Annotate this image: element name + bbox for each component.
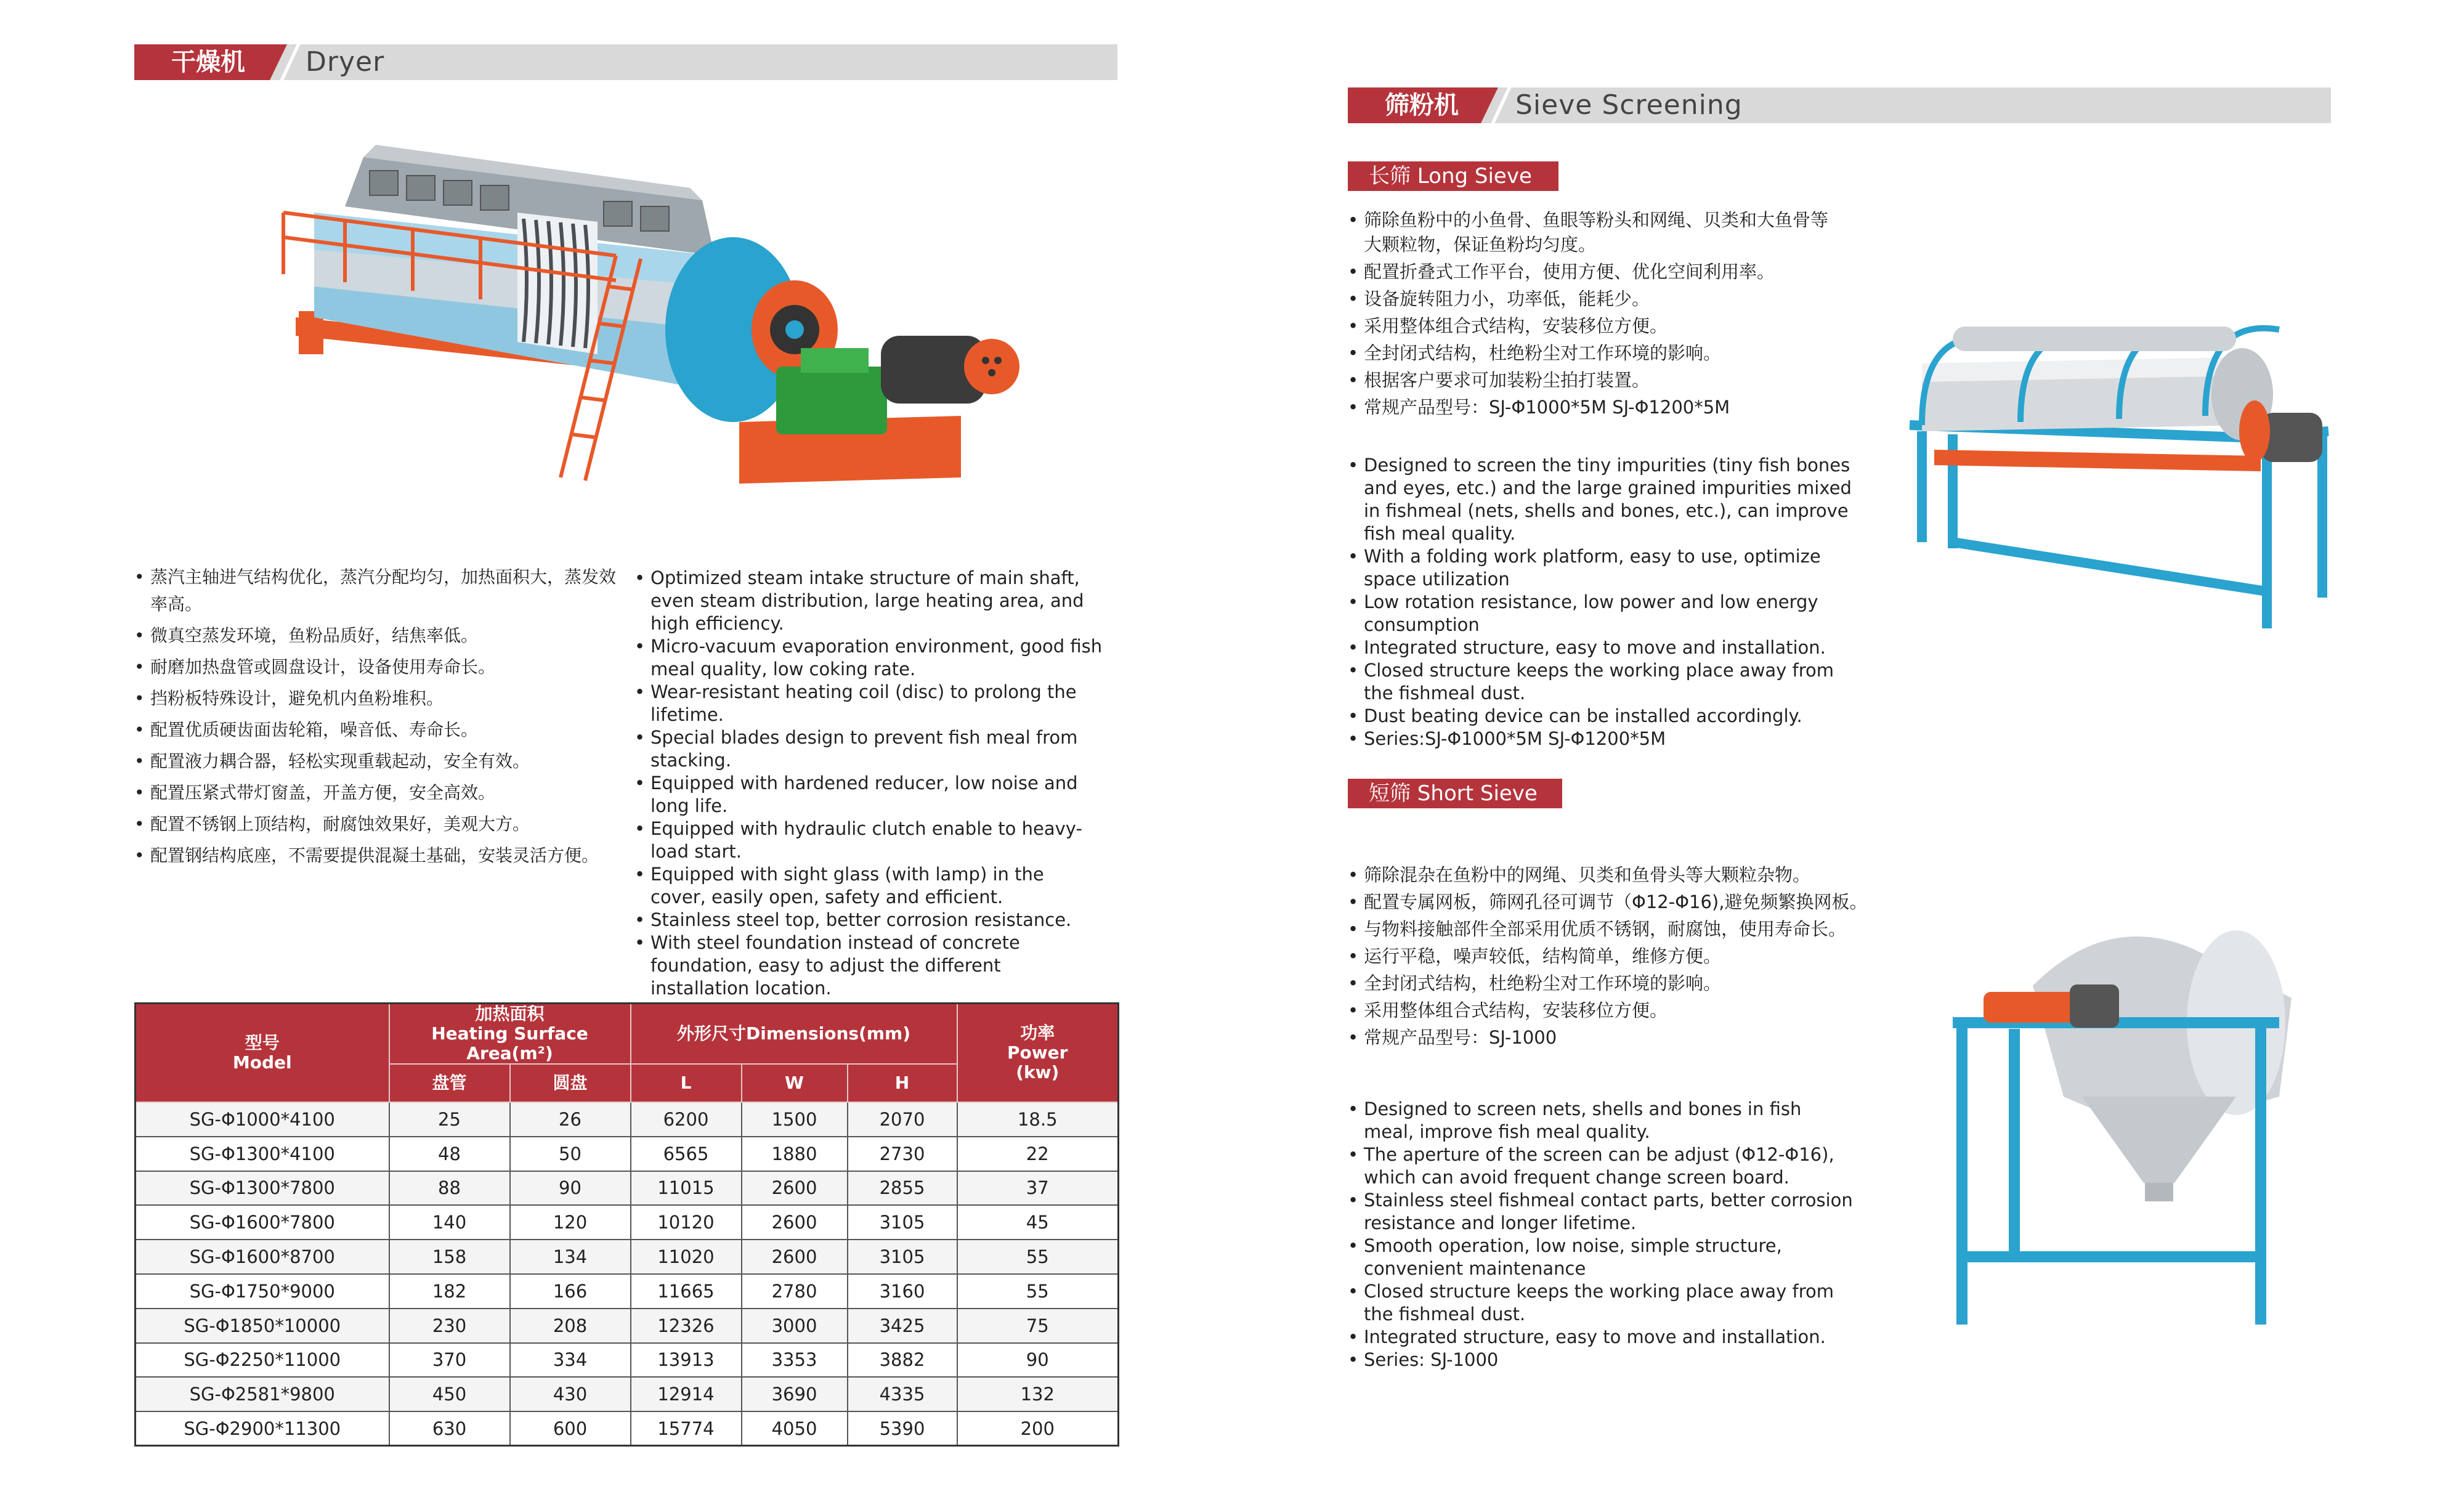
table-cell: 6200: [631, 1102, 742, 1137]
table-cell: 45: [957, 1205, 1119, 1240]
short-sieve-feature-en: • Integrated structure, easy to move and installation.: [1348, 1326, 1853, 1349]
table-cell: 600: [510, 1411, 631, 1446]
short-sieve-feature-en: • Series: SJ-1000: [1348, 1349, 1853, 1371]
dryer-title-cn: 干燥机: [134, 44, 270, 80]
long-sieve-feature-cn: • 根据客户要求可加装粉尘拍打装置。: [1348, 368, 1841, 392]
dimensions-header: 外形尺寸Dimensions(mm): [631, 1004, 957, 1065]
table-cell: 166: [510, 1274, 631, 1309]
dryer-feature-cn: • 配置压紧式带灯窗盖，开盖方便，安全高效。: [134, 779, 618, 806]
length-header: L: [631, 1064, 742, 1102]
dryer-title-en: Dryer: [306, 46, 385, 78]
dryer-feature-en: • With steel foundation instead of concrete foundation, easy to adjust the different installation location.: [634, 932, 1103, 1000]
table-cell: 3105: [848, 1205, 957, 1240]
long-sieve-feature-en: • With a folding work platform, easy to use, optimize space utilization: [1348, 545, 1853, 591]
table-cell: 2730: [848, 1137, 957, 1171]
dryer-feature-cn: • 配置液力耦合器，轻松实现重载起动，安全有效。: [134, 748, 618, 775]
table-cell: 6565: [631, 1137, 742, 1171]
long-sieve-feature-en: • Dust beating device can be installed accordingly.: [1348, 705, 1853, 728]
table-cell: 90: [957, 1343, 1119, 1378]
short-sieve-feature-cn: • 运行平稳，噪声较低，结构简单，维修方便。: [1348, 944, 1902, 968]
table-cell: 75: [957, 1309, 1119, 1343]
short-sieve-feature-cn: • 配置专属网板，筛网孔径可调节（Φ12-Φ16),避免频繁换网板。: [1348, 890, 1902, 914]
table-row: [136, 1377, 1119, 1411]
table-cell: 3353: [742, 1343, 848, 1378]
table-row: [136, 1240, 1119, 1274]
sieve-title-cn: 筛粉机: [1348, 87, 1481, 123]
table-cell: 25: [389, 1102, 510, 1137]
table-cell: 4335: [848, 1377, 957, 1411]
dryer-spec-table: [134, 1002, 1119, 1447]
coil-header: 盘管: [389, 1064, 510, 1102]
short-sieve-image: [1947, 912, 2292, 1331]
table-cell: 12326: [631, 1309, 742, 1343]
dryer-feature-en: • Stainless steel top, better corrosion resistance.: [634, 909, 1103, 932]
table-cell: 50: [510, 1137, 631, 1171]
short-sieve-features-cn: [1348, 863, 1902, 1052]
dryer-feature-en: • Micro-vacuum evaporation environment, good fish meal quality, low coking rate.: [634, 635, 1103, 681]
table-cell: SG-Φ1300*4100: [136, 1137, 389, 1171]
sieve-title-en: Sieve Screening: [1515, 89, 1743, 121]
table-cell: 55: [957, 1274, 1119, 1309]
table-cell: 430: [510, 1377, 631, 1411]
table-cell: 2855: [848, 1171, 957, 1206]
table-cell: 11665: [631, 1274, 742, 1309]
table-cell: 2070: [848, 1102, 957, 1137]
long-sieve-image: [1897, 302, 2341, 635]
power-header-unit: (kw): [1016, 1062, 1060, 1082]
long-sieve-feature-cn: • 全封闭式结构，杜绝粉尘对工作环境的影响。: [1348, 341, 1841, 365]
table-cell: 11020: [631, 1240, 742, 1274]
height-header: H: [848, 1064, 957, 1102]
dryer-feature-cn: • 耐磨加热盘管或圆盘设计，设备使用寿命长。: [134, 654, 618, 681]
long-sieve-feature-cn: • 常规产品型号：SJ-Φ1000*5M SJ-Φ1200*5M: [1348, 395, 1841, 420]
table-cell: 140: [389, 1205, 510, 1240]
long-sieve-features-cn: [1348, 208, 1841, 422]
table-cell: 200: [957, 1411, 1119, 1446]
table-row: [136, 1171, 1119, 1206]
table-row: [136, 1137, 1119, 1171]
table-cell: SG-Φ1000*4100: [136, 1102, 389, 1137]
table-cell: 1880: [742, 1137, 848, 1171]
table-row: [136, 1411, 1119, 1446]
dryer-machine-image: [271, 132, 1023, 514]
table-cell: SG-Φ2900*11300: [136, 1411, 389, 1446]
table-cell: 88: [389, 1171, 510, 1206]
disc-header: 圆盘: [510, 1064, 631, 1102]
dryer-feature-en: • Wear-resistant heating coil (disc) to prolong the lifetime.: [634, 681, 1103, 726]
dryer-feature-cn: • 挡粉板特殊设计，避免机内鱼粉堆积。: [134, 685, 618, 712]
table-cell: 230: [389, 1309, 510, 1343]
dryer-feature-en: • Equipped with hydraulic clutch enable to heavy-load start.: [634, 818, 1103, 863]
table-row: [136, 1102, 1119, 1137]
model-header: [136, 1004, 389, 1103]
table-cell: 1500: [742, 1102, 848, 1137]
table-cell: SG-Φ1600*7800: [136, 1205, 389, 1240]
table-cell: 13913: [631, 1343, 742, 1378]
short-sieve-features-en: [1348, 1098, 1853, 1371]
power-header-cn: 功率: [1020, 1023, 1055, 1043]
table-cell: 450: [389, 1377, 510, 1411]
table-row: [136, 1274, 1119, 1309]
table-cell: SG-Φ2250*11000: [136, 1343, 389, 1378]
area-header-cn: 加热面积: [475, 1004, 545, 1024]
table-cell: 334: [510, 1343, 631, 1378]
short-sieve-header: 短筛 Short Sieve: [1348, 779, 1562, 808]
table-cell: 55: [957, 1240, 1119, 1274]
table-cell: SG-Φ2581*9800: [136, 1377, 389, 1411]
power-header-en: Power: [1007, 1042, 1068, 1063]
long-sieve-feature-cn: • 采用整体组合式结构，安装移位方便。: [1348, 314, 1841, 338]
dryer-features-en: [634, 567, 1103, 1000]
long-sieve-feature-en: • Integrated structure, easy to move and installation.: [1348, 636, 1853, 659]
table-cell: SG-Φ1600*8700: [136, 1240, 389, 1274]
table-cell: 48: [389, 1137, 510, 1171]
short-sieve-feature-cn: • 采用整体组合式结构，安装移位方便。: [1348, 998, 1902, 1023]
table-cell: 22: [957, 1137, 1119, 1171]
table-cell: 3882: [848, 1343, 957, 1378]
table-cell: 90: [510, 1171, 631, 1206]
table-cell: 370: [389, 1343, 510, 1378]
model-header-en: Model: [232, 1052, 292, 1073]
table-row: [136, 1343, 1119, 1378]
long-sieve-feature-en: • Series:SJ-Φ1000*5M SJ-Φ1200*5M: [1348, 728, 1853, 750]
table-cell: 2600: [742, 1240, 848, 1274]
table-cell: 18.5: [957, 1102, 1119, 1137]
table-cell: SG-Φ1300*7800: [136, 1171, 389, 1206]
table-cell: 11015: [631, 1171, 742, 1206]
dryer-feature-en: • Equipped with hardened reducer, low noise and long life.: [634, 772, 1103, 818]
table-cell: 26: [510, 1102, 631, 1137]
table-cell: 120: [510, 1205, 631, 1240]
short-sieve-feature-en: • The aperture of the screen can be adjust (Φ12-Φ16), which can avoid frequent change screen board.: [1348, 1143, 1853, 1189]
table-cell: SG-Φ1750*9000: [136, 1274, 389, 1309]
long-sieve-header: 长筛 Long Sieve: [1348, 161, 1558, 191]
table-cell: 132: [957, 1377, 1119, 1411]
table-cell: 10120: [631, 1205, 742, 1240]
table-cell: 2780: [742, 1274, 848, 1309]
table-cell: 630: [389, 1411, 510, 1446]
dryer-feature-en: • Optimized steam intake structure of main shaft, even steam distribution, large heating area, and high efficiency.: [634, 567, 1103, 635]
table-row: [136, 1205, 1119, 1240]
table-cell: 208: [510, 1309, 631, 1343]
table-cell: 2600: [742, 1171, 848, 1206]
long-sieve-feature-cn: • 筛除鱼粉中的小鱼骨、鱼眼等粉头和网绳、贝类和大鱼骨等大颗粒物，保证鱼粉均匀度。: [1348, 208, 1841, 257]
short-sieve-feature-en: • Smooth operation, low noise, simple structure, convenient maintenance: [1348, 1235, 1853, 1280]
sieve-section-header: [1348, 87, 2331, 123]
table-cell: 3160: [848, 1274, 957, 1309]
short-sieve-feature-en: • Designed to screen nets, shells and bones in fish meal, improve fish meal quality.: [1348, 1098, 1853, 1143]
short-sieve-feature-cn: • 筛除混杂在鱼粉中的网绳、贝类和鱼骨头等大颗粒杂物。: [1348, 863, 1902, 887]
width-header: W: [742, 1064, 848, 1102]
dryer-feature-en: • Special blades design to prevent fish meal from stacking.: [634, 726, 1103, 772]
table-cell: 3425: [848, 1309, 957, 1343]
dryer-feature-cn: • 配置钢结构底座，不需要提供混凝土基础，安装灵活方便。: [134, 842, 618, 869]
table-cell: 37: [957, 1171, 1119, 1206]
area-header: [389, 1004, 631, 1065]
power-header: [957, 1004, 1119, 1103]
table-cell: 3105: [848, 1240, 957, 1274]
short-sieve-feature-cn: • 与物料接触部件全部采用优质不锈钢，耐腐蚀，使用寿命长。: [1348, 917, 1902, 941]
long-sieve-feature-en: • Low rotation resistance, low power and low energy consumption: [1348, 591, 1853, 636]
table-cell: 2600: [742, 1205, 848, 1240]
table-cell: 182: [389, 1274, 510, 1309]
short-sieve-feature-en: • Closed structure keeps the working place away from the fishmeal dust.: [1348, 1280, 1853, 1326]
table-cell: 134: [510, 1240, 631, 1274]
dryer-section-header: [134, 44, 1117, 80]
short-sieve-feature-cn: • 常规产品型号：SJ-1000: [1348, 1025, 1902, 1050]
table-row: [136, 1309, 1119, 1343]
long-sieve-feature-en: • Closed structure keeps the working place away from the fishmeal dust.: [1348, 659, 1853, 705]
dryer-feature-en: • Equipped with sight glass (with lamp) in the cover, easily open, safety and efficient.: [634, 863, 1103, 909]
dryer-feature-cn: • 蒸汽主轴进气结构优化，蒸汽分配均匀，加热面积大，蒸发效率高。: [134, 564, 618, 618]
table-cell: SG-Φ1850*10000: [136, 1309, 389, 1343]
dryer-feature-cn: • 微真空蒸发环境，鱼粉品质好，结焦率低。: [134, 622, 618, 649]
long-sieve-feature-en: • Designed to screen the tiny impurities (tiny fish bones and eyes, etc.) and the large grained impurities mixed in fishmeal (nets, shells and bones, etc.), can improve fish meal quality.: [1348, 454, 1853, 545]
table-cell: 3000: [742, 1309, 848, 1343]
table-cell: 158: [389, 1240, 510, 1274]
long-sieve-feature-cn: • 设备旋转阻力小，功率低，能耗少。: [1348, 286, 1841, 311]
table-cell: 5390: [848, 1411, 957, 1446]
long-sieve-feature-cn: • 配置折叠式工作平台，使用方便、优化空间利用率。: [1348, 259, 1841, 284]
table-cell: 4050: [742, 1411, 848, 1446]
long-sieve-features-en: [1348, 454, 1853, 750]
table-cell: 3690: [742, 1377, 848, 1411]
dryer-feature-cn: • 配置优质硬齿面齿轮箱，噪音低、寿命长。: [134, 716, 618, 744]
model-header-cn: 型号: [245, 1033, 280, 1053]
area-header-en: Heating Surface Area(m²): [431, 1023, 588, 1063]
dryer-features-cn: [134, 564, 618, 874]
table-cell: 12914: [631, 1377, 742, 1411]
dryer-feature-cn: • 配置不锈钢上顶结构，耐腐蚀效果好，美观大方。: [134, 811, 618, 838]
table-cell: 15774: [631, 1411, 742, 1446]
short-sieve-feature-cn: • 全封闭式结构，杜绝粉尘对工作环境的影响。: [1348, 971, 1902, 996]
short-sieve-feature-en: • Stainless steel fishmeal contact parts, better corrosion resistance and longer lifetime.: [1348, 1189, 1853, 1235]
